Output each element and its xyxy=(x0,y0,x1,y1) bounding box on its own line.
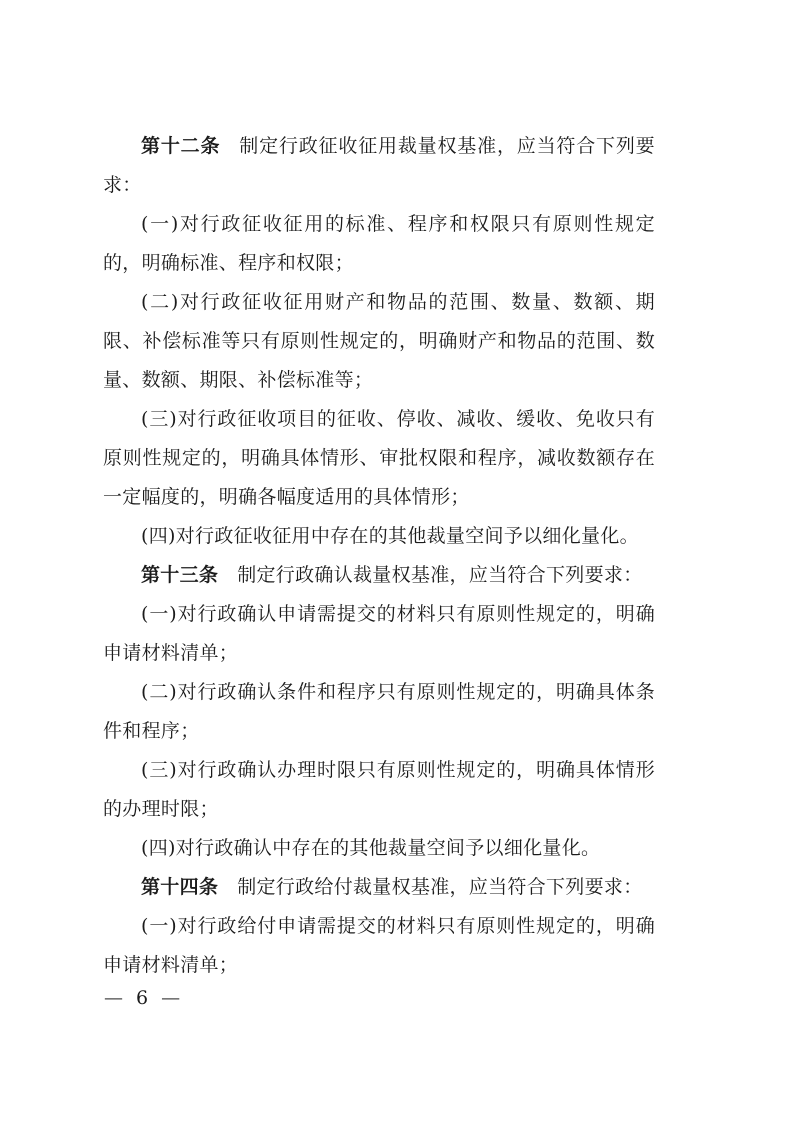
clause-paragraph xyxy=(103,673,655,751)
paragraph-text: (一)对行政确认申请需提交的材料只有原则性规定的，明确申请材料清单； xyxy=(103,603,655,664)
clause-paragraph xyxy=(103,517,655,556)
clause-paragraph xyxy=(103,205,655,283)
footer-dash-right: — xyxy=(161,987,181,1009)
paragraph-text: 制定行政确认裁量权基准，应当符合下列要求： xyxy=(237,564,643,586)
paragraph-text: (三)对行政确认办理时限只有原则性规定的，明确具体情形的办理时限； xyxy=(103,759,655,820)
footer-dash-left: — xyxy=(104,987,123,1009)
clause-paragraph xyxy=(103,283,655,400)
article-paragraph xyxy=(103,868,655,907)
paragraph-text: (一)对行政征收征用的标准、程序和权限只有原则性规定的，明确标准、程序和权限； xyxy=(103,213,655,274)
paragraph-text: (三)对行政征收项目的征收、停收、减收、缓收、免收只有原则性规定的，明确具体情形、审批权限和程序，减收数额存在一定幅度的，明确各幅度适用的具体情形； xyxy=(103,408,655,508)
paragraph-text: (四)对行政征收征用中存在的其他裁量空间予以细化量化。 xyxy=(141,525,639,547)
article-paragraph xyxy=(103,556,655,595)
article-paragraph xyxy=(103,127,655,205)
paragraph-text: 制定行政征收征用裁量权基准，应当符合下列要求： xyxy=(103,135,655,196)
clause-paragraph xyxy=(103,400,655,517)
clause-paragraph xyxy=(103,829,655,868)
page-footer xyxy=(104,984,180,1012)
article-number: 第十三条 xyxy=(141,564,219,586)
clause-paragraph xyxy=(103,751,655,829)
clause-paragraph xyxy=(103,907,655,985)
article-number: 第十四条 xyxy=(141,876,219,898)
page-number: 6 xyxy=(136,987,149,1009)
article-number: 第十二条 xyxy=(141,135,221,157)
paragraph-text: 制定行政给付裁量权基准，应当符合下列要求： xyxy=(237,876,643,898)
paragraph-text: (一)对行政给付申请需提交的材料只有原则性规定的，明确申请材料清单； xyxy=(103,915,655,976)
document-body xyxy=(103,127,655,985)
clause-paragraph xyxy=(103,595,655,673)
paragraph-text: (二)对行政确认条件和程序只有原则性规定的，明确具体条件和程序； xyxy=(103,681,655,742)
paragraph-text: (二)对行政征收征用财产和物品的范围、数量、数额、期限、补偿标准等只有原则性规定的，明确财产和物品的范围、数量、数额、期限、补偿标准等； xyxy=(103,291,655,391)
paragraph-text: (四)对行政确认中存在的其他裁量空间予以细化量化。 xyxy=(141,837,601,859)
